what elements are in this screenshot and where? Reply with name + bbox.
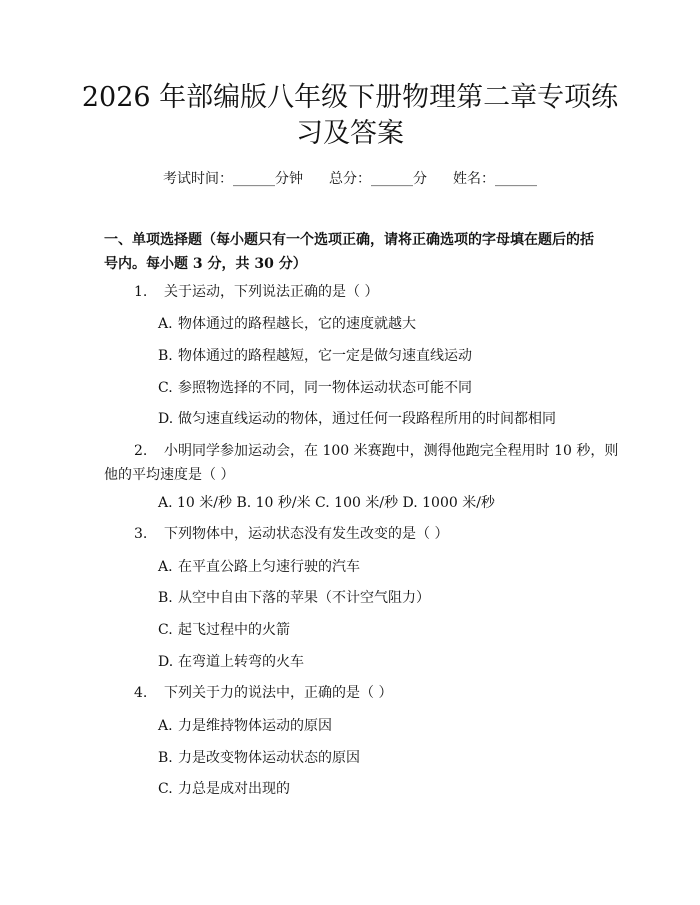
- question-number: 1.: [134, 284, 148, 300]
- option-text: 力总是成对出现的: [178, 781, 290, 797]
- exam-time: 考试时间：______分钟: [163, 171, 303, 187]
- question-1-option-c: [158, 378, 472, 398]
- section-heading: [104, 228, 604, 276]
- section-heading-line-1: 一、单项选择题（每小题只有一个选项正确，请将正确选项的字母填在题后的括: [104, 232, 594, 248]
- question-3-option-a: [158, 557, 360, 577]
- question-2-options: [158, 493, 495, 513]
- option-text: 参照物选择的不同，同一物体运动状态可能不同: [178, 380, 472, 396]
- option-letter: B.: [158, 750, 173, 766]
- question-text-line-2: 他的平均速度是（ ）: [104, 467, 235, 483]
- question-text: 下列物体中，运动状态没有发生改变的是（ ）: [164, 526, 449, 542]
- option-letter: B.: [158, 348, 173, 364]
- exam-total-score: 总分：______分: [329, 171, 427, 187]
- question-4-option-c: [158, 779, 290, 799]
- section-heading-line-2: 号内。每小题 3 分，共 30 分）: [104, 256, 307, 272]
- option-text: 在弯道上转弯的火车: [178, 654, 304, 670]
- option-text: 起飞过程中的火箭: [178, 622, 290, 638]
- option-letter: B.: [158, 590, 173, 606]
- option-letter: C.: [158, 622, 173, 638]
- option-letter: C.: [158, 781, 173, 797]
- option-text: 从空中自由下落的苹果（不计空气阻力）: [178, 590, 430, 606]
- question-1: [134, 280, 378, 304]
- option-letter: A.: [158, 559, 173, 575]
- question-number: 3.: [134, 526, 148, 542]
- option-letter: D.: [158, 654, 174, 670]
- options-inline: A. 10 米/秒 B. 10 秒/米 C. 100 米/秒 D. 1000 米/秒: [158, 495, 495, 511]
- option-text: 力是改变物体运动状态的原因: [178, 750, 360, 766]
- question-1-option-a: [158, 314, 416, 334]
- title-line-2: 习及答案: [296, 118, 404, 149]
- option-text: 力是维持物体运动的原因: [178, 718, 332, 734]
- question-text: 关于运动，下列说法正确的是（ ）: [164, 284, 379, 300]
- question-1-option-d: [158, 409, 556, 429]
- question-number: 4.: [134, 685, 148, 701]
- question-number: 2.: [134, 443, 148, 459]
- option-letter: D.: [158, 411, 174, 427]
- question-2-continuation: [104, 463, 234, 487]
- title-line-1: 2026 年部编版八年级下册物理第二章专项练: [81, 82, 619, 113]
- option-text: 在平直公路上匀速行驶的汽车: [178, 559, 360, 575]
- option-letter: A.: [158, 718, 173, 734]
- question-4: [134, 681, 392, 705]
- question-1-option-b: [158, 346, 472, 366]
- question-text: 下列关于力的说法中，正确的是（ ）: [164, 685, 393, 701]
- student-name: 姓名：______: [453, 171, 537, 187]
- option-text: 物体通过的路程越长，它的速度就越大: [178, 316, 416, 332]
- question-text-line-1: 小明同学参加运动会，在 100 米赛跑中，测得他跑完全程用时 10 秒，则: [164, 443, 619, 459]
- question-3-option-b: [158, 588, 430, 608]
- question-3: [134, 522, 448, 546]
- option-letter: C.: [158, 380, 173, 396]
- option-text: 做匀速直线运动的物体，通过任何一段路程所用的时间都相同: [178, 411, 556, 427]
- option-text: 物体通过的路程越短，它一定是做匀速直线运动: [178, 348, 472, 364]
- option-letter: A.: [158, 316, 173, 332]
- question-2: [134, 439, 618, 463]
- question-3-option-d: [158, 652, 304, 672]
- document-title: [80, 80, 620, 152]
- question-4-option-b: [158, 748, 360, 768]
- exam-meta-line: [0, 170, 700, 188]
- question-3-option-c: [158, 620, 290, 640]
- question-4-option-a: [158, 716, 332, 736]
